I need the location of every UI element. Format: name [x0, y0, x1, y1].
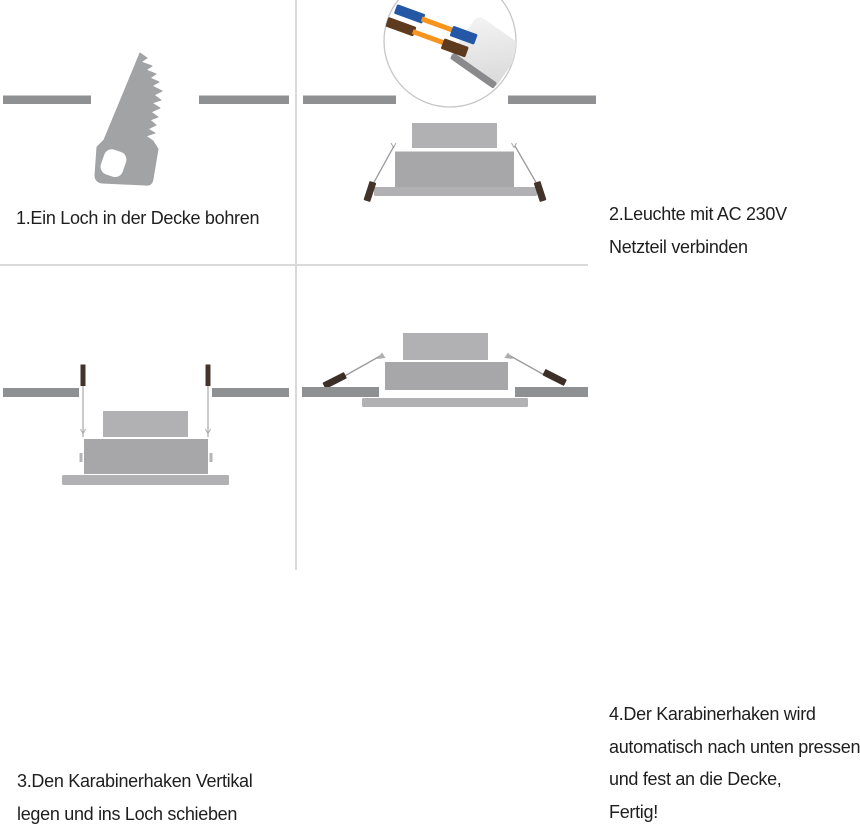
step-1-panel [0, 0, 295, 265]
downlight-fixture [62, 411, 229, 485]
caption-line: Netzteil verbinden [609, 231, 787, 264]
step-2-caption [609, 198, 787, 263]
fixture-flange [62, 475, 229, 485]
caption-line: 3.Den Karabinerhaken Vertikal [17, 765, 252, 798]
spring-wire-right [510, 356, 549, 378]
driver-on-fixture [403, 333, 488, 360]
ceiling-left-segment [302, 387, 379, 397]
ceiling-right-segment [515, 387, 588, 397]
connect-power-illustration [295, 0, 600, 265]
spring-clip-left [322, 372, 347, 389]
downlight-fixture [385, 333, 508, 390]
step-4-caption [609, 698, 860, 828]
caption-line: 4.Der Karabinerhaken wird [609, 698, 860, 731]
driver-on-fixture [103, 411, 188, 437]
fixture-body [385, 362, 508, 390]
saw-icon [95, 53, 162, 185]
fixture-flange [374, 187, 537, 196]
downlight-fixture [363, 123, 546, 202]
installed-fixture-illustration [295, 265, 600, 600]
insert-clips-illustration [0, 265, 295, 600]
caption-line: legen und ins Loch schieben [17, 798, 252, 830]
ceiling-left-segment [3, 96, 91, 105]
ceiling-left-segment [303, 96, 396, 105]
fixture-body [84, 439, 208, 474]
step-4-panel [295, 265, 600, 600]
driver-on-fixture [412, 123, 497, 148]
spring-clip-right [206, 365, 211, 387]
caption-line: 2.Leuchte mit AC 230V [609, 198, 787, 231]
fixture-body [395, 152, 514, 188]
clip-hook-left [80, 453, 83, 462]
spring-wire-left [373, 146, 395, 185]
step-1-caption [16, 202, 259, 235]
clip-pivot-right [505, 353, 514, 360]
ceiling-right-segment [199, 96, 289, 105]
step-2-panel [295, 0, 600, 265]
step-3-panel [0, 265, 295, 600]
ceiling-right-segment [508, 96, 596, 105]
spring-clip-right [542, 369, 567, 386]
caption-line: 1.Ein Loch in der Decke bohren [16, 202, 259, 235]
ceiling-right-segment [212, 388, 289, 397]
spring-wire-right [515, 146, 538, 185]
clip-pivot-left [377, 353, 386, 360]
clip-hook-right [210, 453, 213, 462]
spring-wire-left [341, 356, 381, 379]
ceiling-left-segment [3, 388, 79, 397]
spring-clip-left [81, 365, 86, 387]
caption-line: automatisch nach unten pressen [609, 731, 860, 764]
step-3-caption [17, 765, 252, 830]
fixture-flange [362, 398, 528, 407]
caption-line: Fertig! [609, 796, 860, 829]
caption-line: und fest an die Decke, [609, 763, 860, 796]
